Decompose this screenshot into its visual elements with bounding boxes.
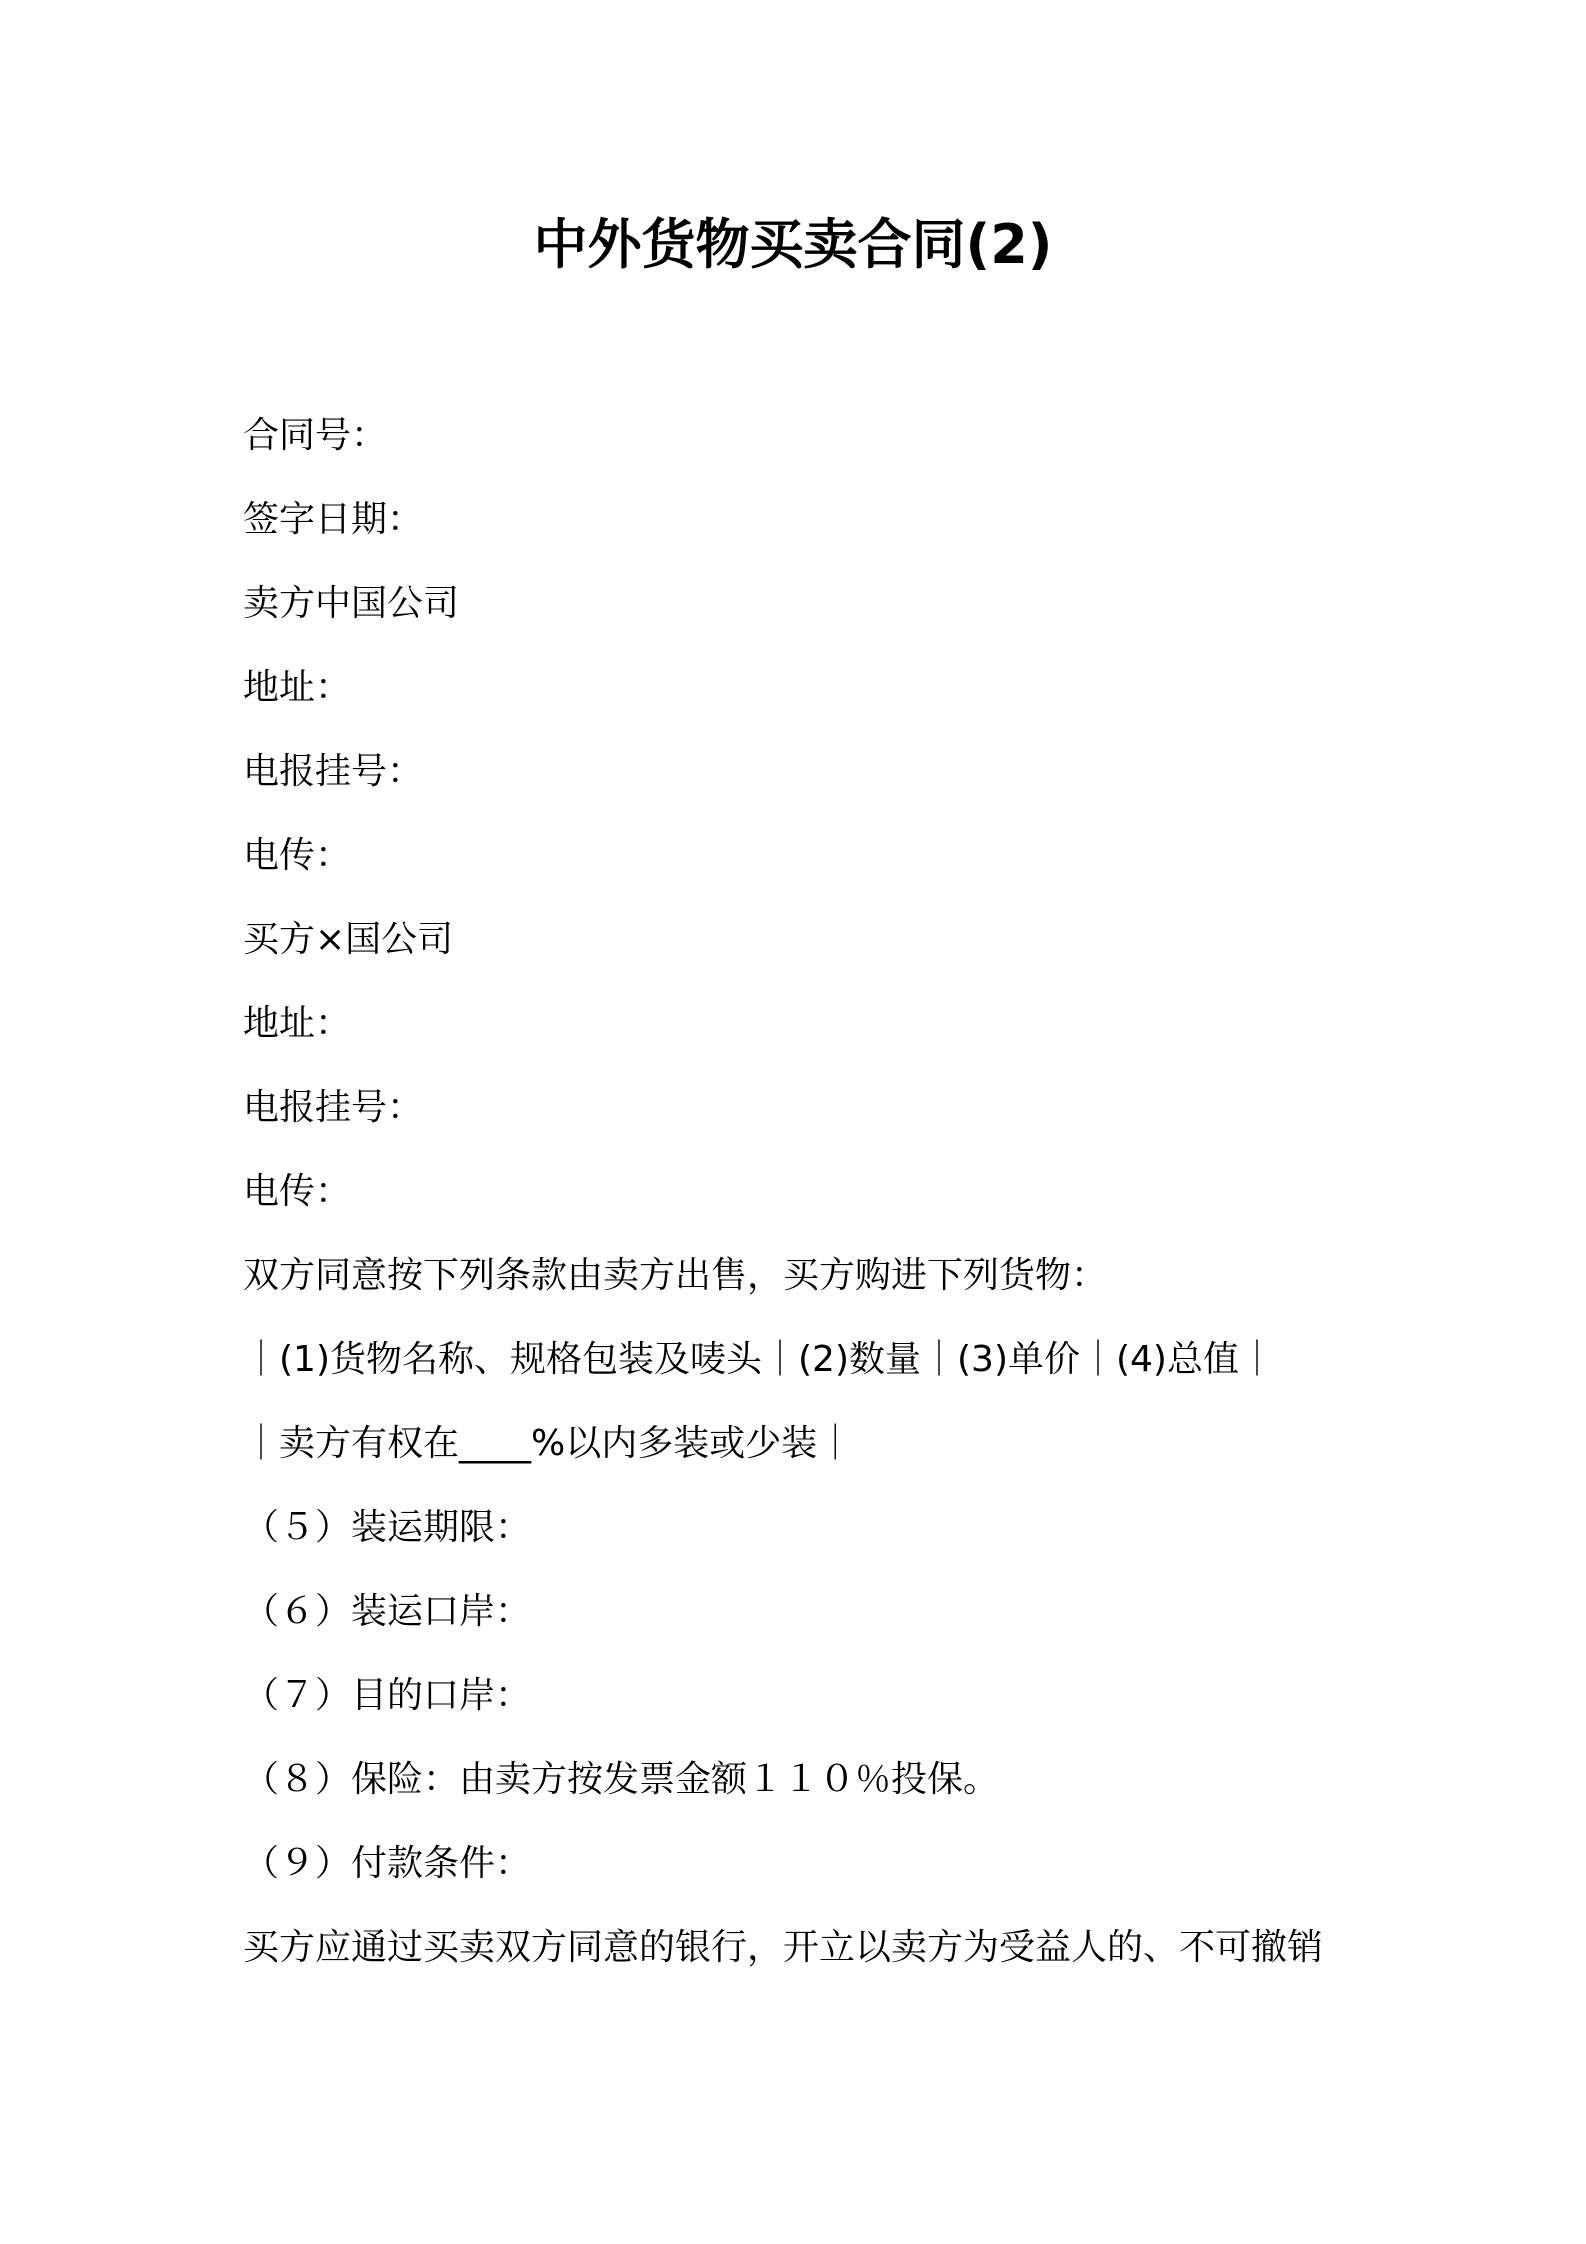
quantity-tolerance-line: ｜卖方有权在____%以内多装或少装｜ [243, 1423, 854, 1464]
payment-detail-line: 买方应通过买卖双方同意的银行，开立以卖方为受益人的、不可撤销 [243, 1927, 1324, 1968]
loading-port-line: （６）装运口岸： [243, 1591, 532, 1632]
buyer-telex-line: 电传： [243, 1171, 352, 1212]
agreement-intro-line: 双方同意按下列条款由卖方出售，买方购进下列货物： [243, 1255, 1108, 1296]
signing-date-line: 签字日期： [243, 499, 424, 540]
insurance-line: （８）保险：由卖方按发票金额１１０％投保。 [243, 1759, 1000, 1800]
seller-address-line: 地址： [243, 667, 352, 708]
payment-terms-line: （９）付款条件： [243, 1843, 532, 1884]
buyer-cable-line: 电报挂号： [243, 1087, 424, 1128]
buyer-company-line: 买方×国公司 [243, 919, 454, 960]
document-title: 中外货物买卖合同(2) [533, 213, 1053, 276]
destination-port-line: （７）目的口岸： [243, 1675, 532, 1716]
seller-company-line: 卖方中国公司 [243, 583, 460, 624]
shipment-period-line: （５）装运期限： [243, 1507, 532, 1548]
seller-telex-line: 电传： [243, 835, 352, 876]
contract-number-line: 合同号： [243, 415, 388, 456]
document-body [243, 404, 1363, 2000]
seller-cable-line: 电报挂号： [243, 751, 424, 792]
buyer-address-line: 地址： [243, 1003, 352, 1044]
goods-table-header-line: ｜(1)货物名称、规格包装及唛头｜(2)数量｜(3)单价｜(4)总值｜ [243, 1339, 1275, 1380]
